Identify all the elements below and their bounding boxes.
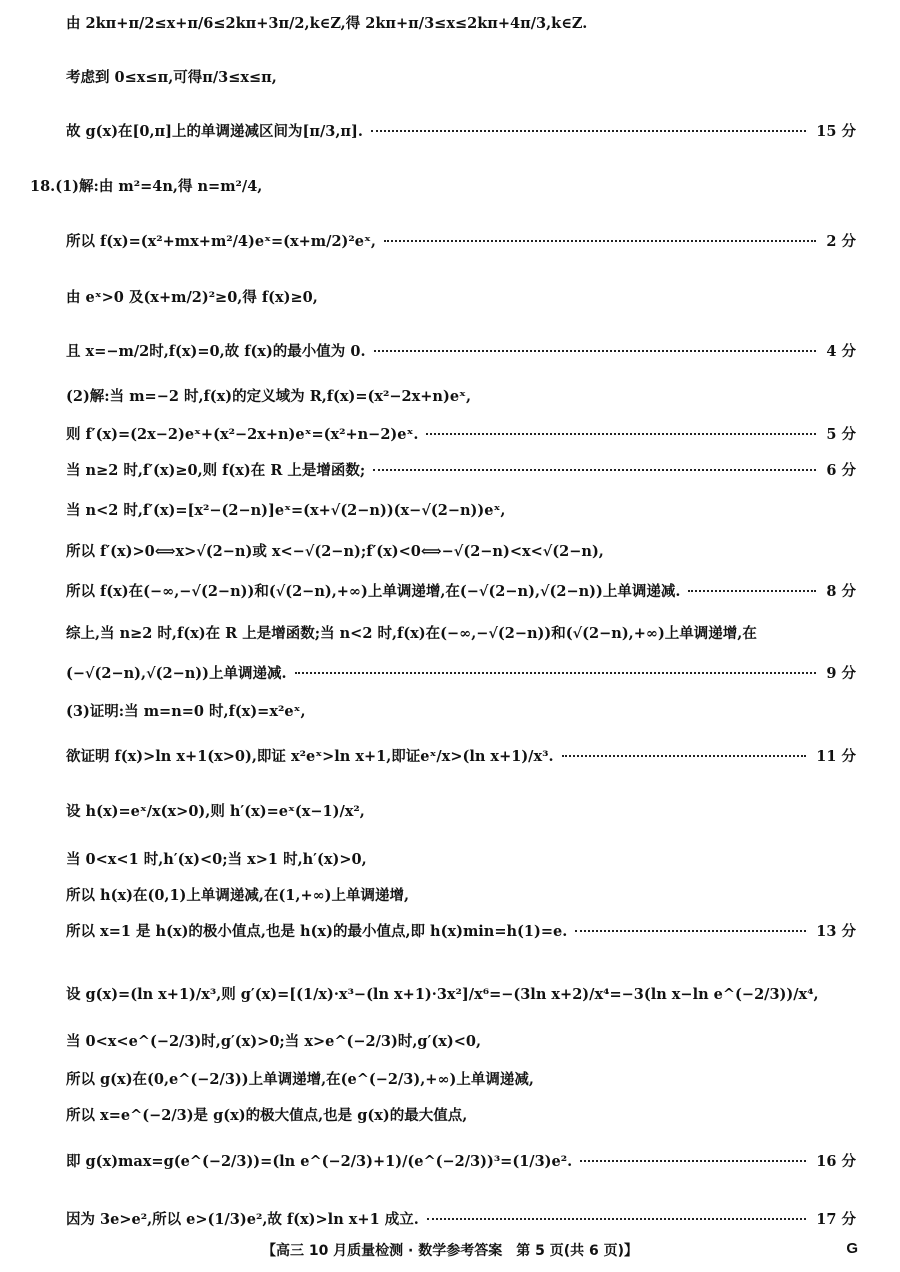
solution-line: 设 h(x)=eˣ/x(x>0),则 h′(x)=eˣ(x−1)/x², bbox=[66, 803, 365, 820]
leader-dots bbox=[371, 130, 806, 132]
solution-line: 所以 g(x)在(0,e^(−2/3))上单调递增,在(e^(−2/3),+∞)上单调递减, bbox=[66, 1071, 534, 1088]
footer-text: 【高三 10 月质量检测 · 数学参考答案 第 5 页(共 6 页)】 bbox=[261, 1243, 639, 1259]
solution-line: 所以 x=e^(−2/3)是 g(x)的极大值点,也是 g(x)的最大值点, bbox=[66, 1107, 468, 1124]
score-label: 4 分 bbox=[826, 343, 856, 360]
solution-line: 当 0<x<e^(−2/3)时,g′(x)>0;当 x>e^(−2/3)时,g′(x)<0, bbox=[66, 1033, 481, 1050]
score-label: 17 分 bbox=[816, 1211, 856, 1228]
page-footer bbox=[0, 1240, 900, 1264]
score-label: 13 分 bbox=[816, 923, 856, 940]
score-label: 15 分 bbox=[816, 123, 856, 140]
solution-line: 所以 f(x)在(−∞,−√(2−n))和(√(2−n),+∞)上单调递增,在(−√(2−n),√(2−n))上单调递减. 8 分 bbox=[66, 580, 856, 601]
score-label: 5 分 bbox=[826, 426, 856, 443]
leader-dots bbox=[384, 240, 816, 242]
solution-line: 设 g(x)=(ln x+1)/x³,则 g′(x)=[(1/x)·x³−(ln x+1)·3x²]/x⁶=−(3ln x+2)/x⁴=−3(ln x−ln e^(−2/3))/x⁴, bbox=[66, 986, 819, 1003]
solution-line: 所以 h(x)在(0,1)上单调递减,在(1,+∞)上单调递增, bbox=[66, 887, 410, 904]
leader-dots bbox=[427, 1218, 807, 1220]
solution-line: 当 n≥2 时,f′(x)≥0,则 f(x)在 R 上是增函数; 6 分 bbox=[66, 459, 856, 480]
score-label: 8 分 bbox=[826, 583, 856, 600]
version-code: G bbox=[846, 1240, 858, 1257]
solution-line: 故 g(x)在[0,π]上的单调递减区间为[π/3,π]. 15 分 bbox=[66, 120, 856, 141]
solution-line: 当 n<2 时,f′(x)=[x²−(2−n)]eˣ=(x+√(2−n))(x−√(2−n))eˣ, bbox=[66, 502, 506, 519]
solution-line: 当 0<x<1 时,h′(x)<0;当 x>1 时,h′(x)>0, bbox=[66, 851, 367, 868]
solution-line: 所以 x=1 是 h(x)的极小值点,也是 h(x)的最小值点,即 h(x)min=h(1)=e. 13 分 bbox=[66, 920, 856, 941]
solution-line: (3)证明:当 m=n=0 时,f(x)=x²eˣ, bbox=[66, 703, 306, 720]
solution-line: 考虑到 0≤x≤π,可得π/3≤x≤π, bbox=[66, 69, 277, 86]
leader-dots bbox=[580, 1160, 806, 1162]
score-label: 11 分 bbox=[816, 748, 856, 765]
leader-dots bbox=[374, 350, 817, 352]
solution-line: 则 f′(x)=(2x−2)eˣ+(x²−2x+n)eˣ=(x²+n−2)eˣ. 5 分 bbox=[66, 423, 856, 444]
leader-dots bbox=[295, 672, 817, 674]
leader-dots bbox=[575, 930, 806, 932]
solution-line: (−√(2−n),√(2−n))上单调递减. 9 分 bbox=[66, 662, 856, 683]
leader-dots bbox=[562, 755, 807, 757]
score-label: 9 分 bbox=[826, 665, 856, 682]
solution-line: 所以 f(x)=(x²+mx+m²/4)eˣ=(x+m/2)²eˣ, 2 分 bbox=[66, 230, 856, 251]
solution-line: 欲证明 f(x)>ln x+1(x>0),即证 x²eˣ>ln x+1,即证eˣ/x>(ln x+1)/x³. 11 分 bbox=[66, 745, 856, 766]
solution-line: 综上,当 n≥2 时,f(x)在 R 上是增函数;当 n<2 时,f(x)在(−∞,−√(2−n))和(√(2−n),+∞)上单调递增,在 bbox=[66, 625, 757, 642]
solution-line: (2)解:当 m=−2 时,f(x)的定义域为 R,f(x)=(x²−2x+n)eˣ, bbox=[66, 388, 471, 405]
score-label: 16 分 bbox=[816, 1153, 856, 1170]
solution-line: 由 2kπ+π/2≤x+π/6≤2kπ+3π/2,k∈Z,得 2kπ+π/3≤x≤2kπ+4π/3,k∈Z. bbox=[66, 15, 588, 32]
leader-dots bbox=[373, 469, 816, 471]
leader-dots bbox=[426, 433, 816, 435]
solution-line: 且 x=−m/2时,f(x)=0,故 f(x)的最小值为 0. 4 分 bbox=[66, 340, 856, 361]
question-heading: 18.(1)解:由 m²=4n,得 n=m²/4, bbox=[30, 178, 263, 195]
solution-line: 即 g(x)max=g(e^(−2/3))=(ln e^(−2/3)+1)/(e^(−2/3))³=(1/3)e². 16 分 bbox=[66, 1150, 856, 1171]
leader-dots bbox=[688, 590, 816, 592]
score-label: 2 分 bbox=[826, 233, 856, 250]
solution-line: 因为 3e>e²,所以 e>(1/3)e²,故 f(x)>ln x+1 成立. 17 分 bbox=[66, 1208, 856, 1229]
solution-line: 所以 f′(x)>0⟺x>√(2−n)或 x<−√(2−n);f′(x)<0⟺−√(2−n)<x<√(2−n), bbox=[66, 543, 604, 560]
solution-line: 由 eˣ>0 及(x+m/2)²≥0,得 f(x)≥0, bbox=[66, 289, 318, 306]
score-label: 6 分 bbox=[826, 462, 856, 479]
